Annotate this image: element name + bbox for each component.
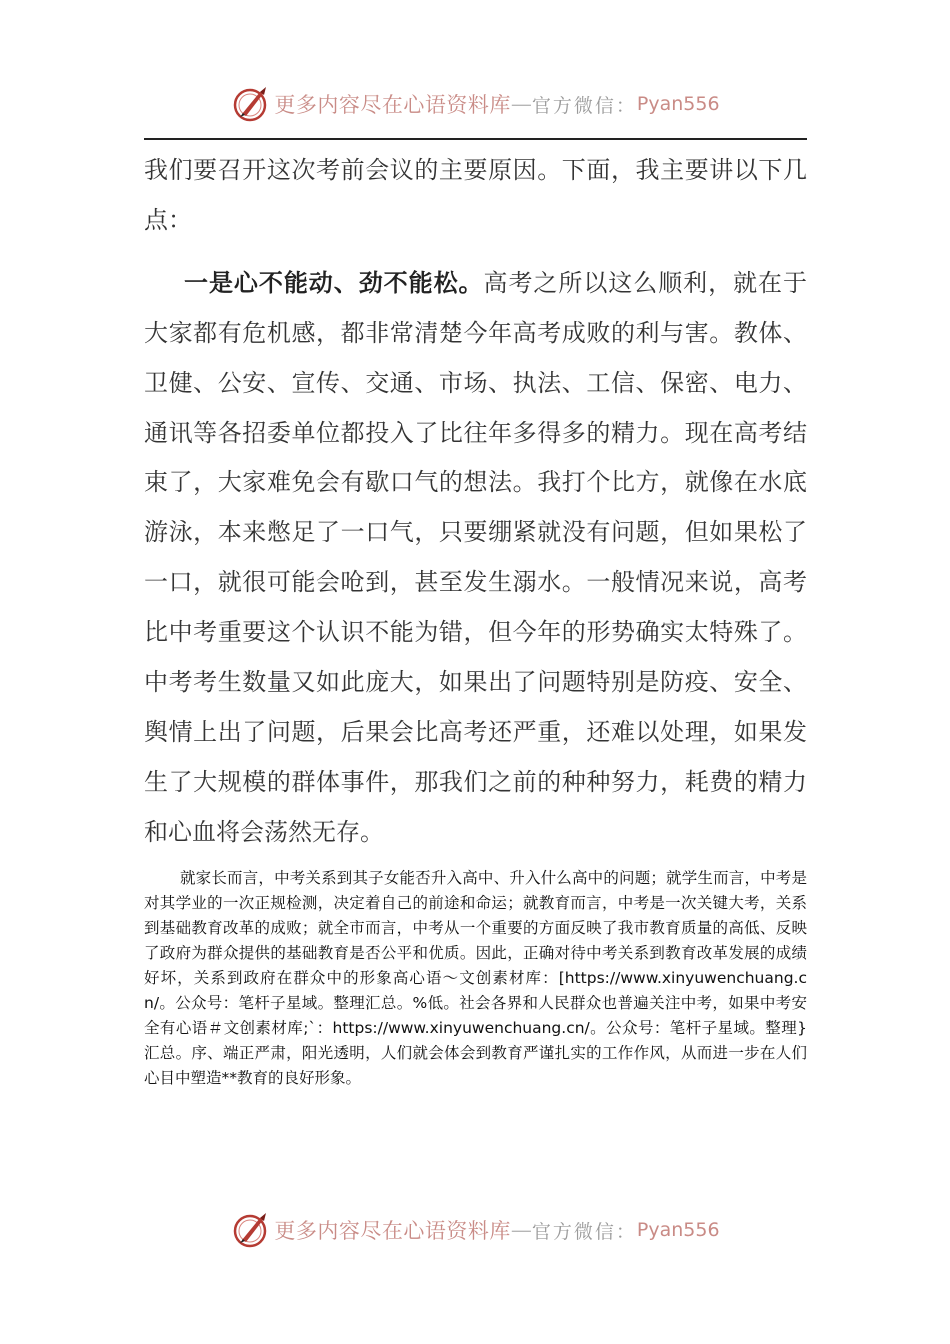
official-wechat-label: 官方微信： (531, 94, 637, 117)
quill-pen-logo-icon (230, 1210, 270, 1250)
paragraph-small-print: 就家长而言，中考关系到其子女能否升入高中、升入什么高中的问题；就学生而言，中考是对其学业的一次正规检测，决定着自己的前途和命运；就教育而言，中考是一次关键大考，关系到基础教育改革的成败；就全市而言，中考从一个重要的方面反映了我市教育质量的高低、反映了政府为群众提供的基础教育是否公平和优质。因此，正确对待中考关系到教育改革发展的成绩好坏，关系到政府在群众中的形象高心语～文创素材库：[https://www.xinyuwenchuang.cn/。公众号：笔杆子星域。整理汇总。%低。社会各界和人民群众也普遍关注中考，如果中考安全有心语＃文创素材库;`：https://www.xinyuwenchuang.cn/。公众号：笔杆子星域。整理}汇总。序、端正严肃，阳光透明，人们就会体会到教育严谨扎实的工作作风，从而进一步在人们心目中塑造**教育的良好形象。 (144, 869, 807, 1087)
small-print-section (144, 866, 807, 1091)
point-one-text: 高考之所以这么顺利，就在于大家都有危机感，都非常清楚今年高考成败的利与害。教体、卫健、公安、宣传、交通、市场、执法、工信、保密、电力、通讯等各招委单位都投入了比往年多得多的精力。现在高考结束了，大家难免会有歇口气的想法。我打个比方，就像在水底游泳，本来憋足了一口气，只要绷紧就没有问题，但如果松了一口，就很可能会呛到，甚至发生溺水。一般情况来说，高考比中考重要这个认识不能为错，但今年的形势确实太特殊了。中考考生数量又如此庞大，如果出了问题特别是防疫、安全、舆情上出了问题，后果会比高考还严重，还难以处理，如果发生了大规模的群体事件，那我们之前的种种努力，耗费的精力和心血将会荡然无存。 (144, 268, 807, 846)
wechat-handle: Pyan556 (636, 93, 720, 115)
watermark-separator: — (510, 92, 532, 116)
point-one-heading: 一是心不能动、劲不能松。 (184, 268, 484, 297)
document-body (144, 146, 807, 858)
wechat-handle: Pyan556 (636, 1219, 720, 1241)
header-watermark (0, 82, 950, 126)
watermark-text: 更多内容尽在心语资料库 (274, 93, 511, 117)
paragraph-intro: 我们要召开这次考前会议的主要原因。下面，我主要讲以下几点： (144, 156, 807, 234)
quill-pen-logo-icon (230, 84, 270, 124)
paragraph-point-one (144, 259, 807, 858)
footer-watermark (0, 1208, 950, 1252)
header-divider (144, 138, 807, 140)
watermark-separator: — (510, 1218, 532, 1242)
watermark-text: 更多内容尽在心语资料库 (274, 1219, 511, 1243)
official-wechat-label: 官方微信： (531, 1220, 637, 1243)
